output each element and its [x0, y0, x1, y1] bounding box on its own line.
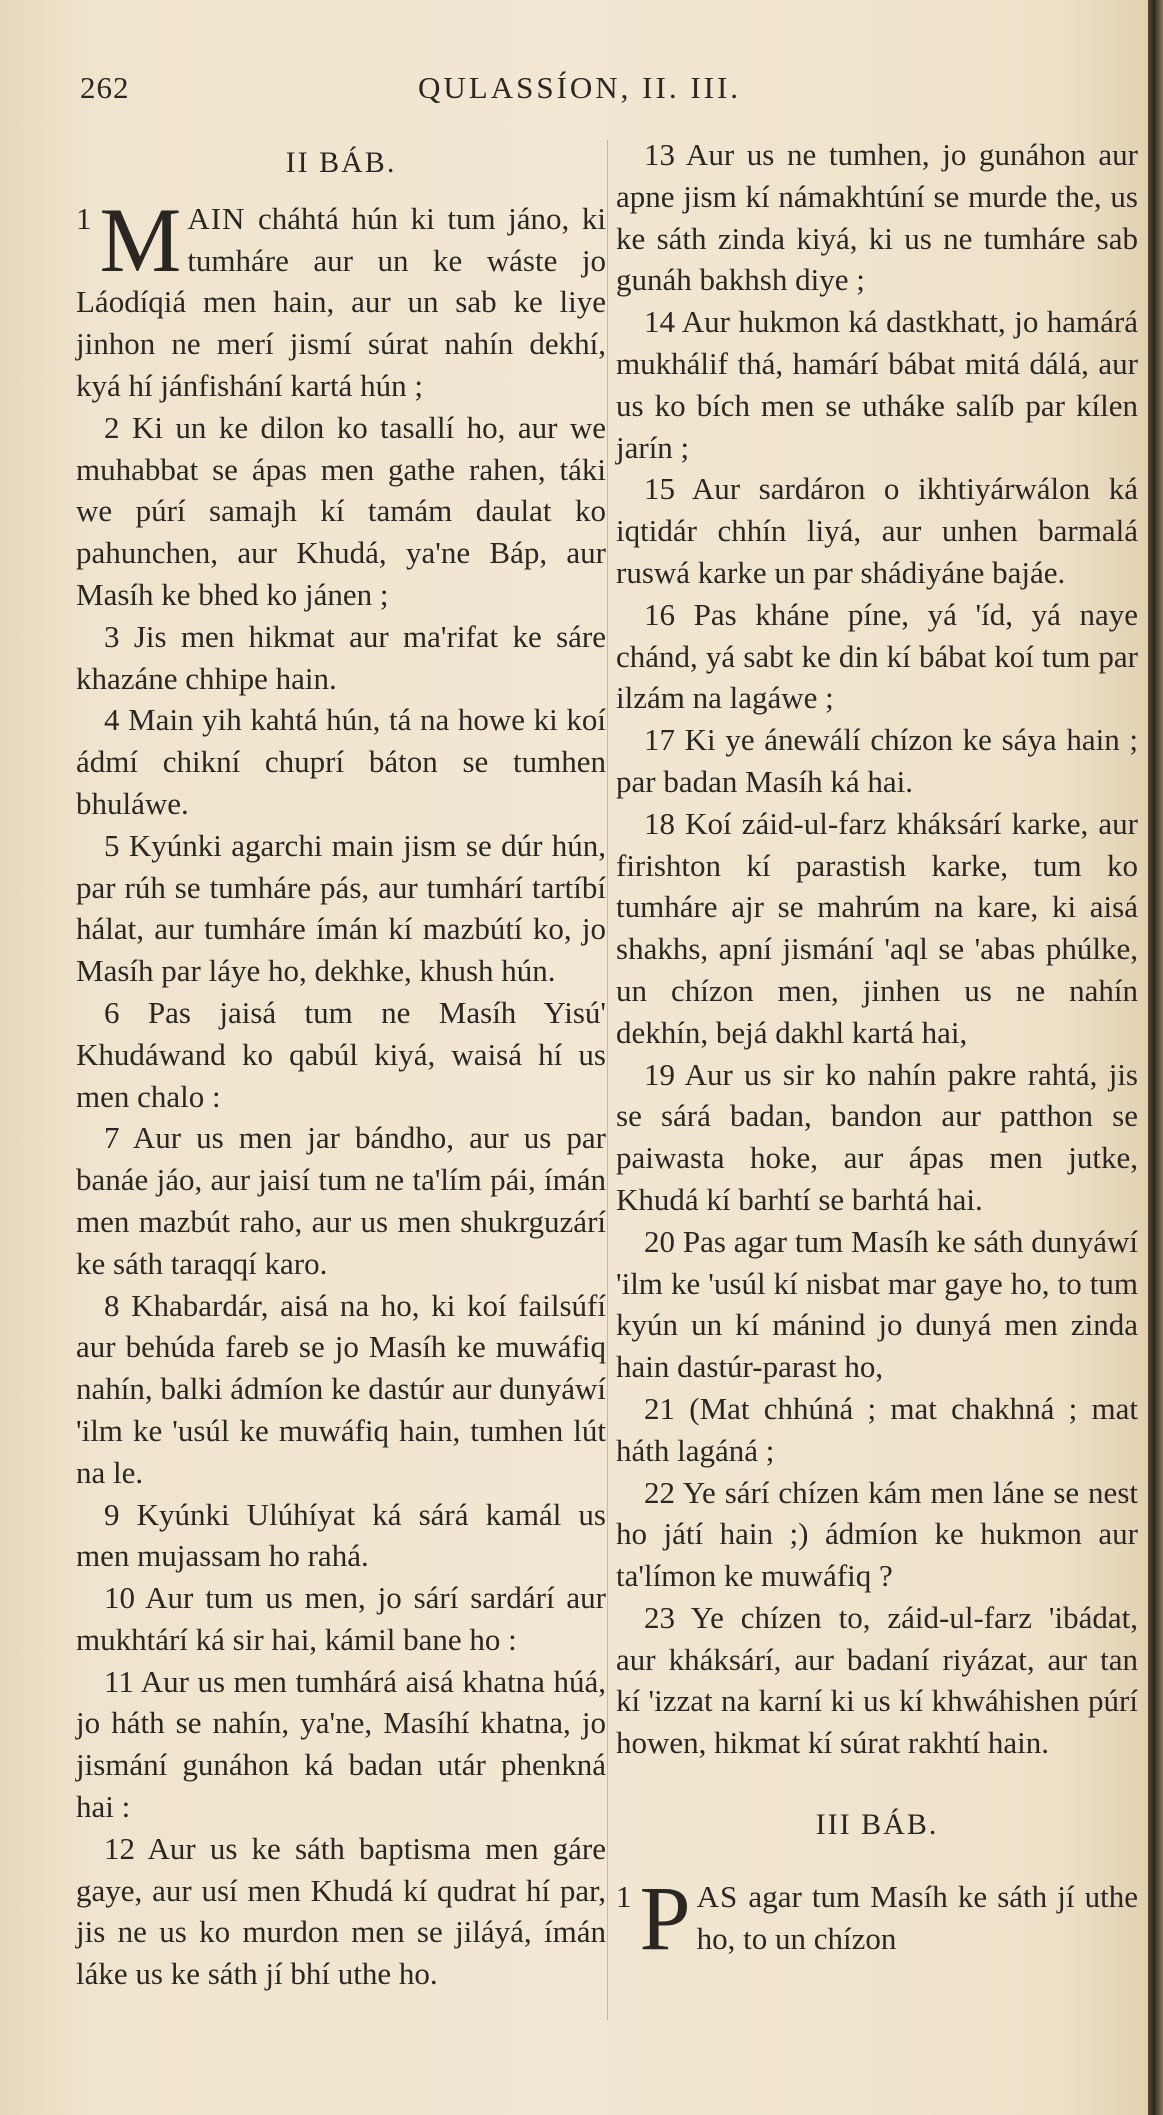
verse-number: 11 — [104, 1663, 134, 1699]
verse-number: 16 — [644, 596, 675, 632]
verse-text: Aur us ke sáth baptisma men gáre gaye, aur usí men Khudá kí qudrat hí par, jis ne us ko murdon men se jiláyá, ímán láke us ke sáth jí bhí uthe ho. — [76, 1830, 606, 1992]
verse-text: cháhtá hún ki tum jáno, ki tumháre aur un ke wáste jo Láodíqiá men hain, aur un sab ke liye jinhon ne merí jismí súrat nahín dekhí, kyá hí jánfishání kartá hún ; — [76, 200, 606, 403]
verse-text: Aur us men tumhárá aisá khatna húá, jo háth se nahín, ya'ne, Masíhí khatna, jo jismání gunáhon ká badan utár phenkná hai : — [76, 1663, 606, 1825]
verse-number: 3 — [104, 618, 120, 654]
verse-opening-caps: AS — [696, 1878, 739, 1914]
verse-number: 19 — [644, 1056, 675, 1092]
verse-21 — [616, 1388, 1138, 1472]
page-edge — [1148, 0, 1163, 2115]
verse-text: Aur us sir ko nahín pakre rahtá, jis se sárá badan, bandon aur patthon se paiwasta hoke, aur ápas men jutke, Khudá kí barhtí se barhtá hai. — [616, 1056, 1138, 1217]
verse-1-chapter-iii — [616, 1866, 1138, 1969]
verse-15 — [616, 468, 1138, 593]
verse-text: Kyúnki Ulúhíyat ká sárá kamál us men mujassam ho rahá. — [76, 1496, 606, 1574]
verse-number: 7 — [104, 1120, 120, 1156]
chapter-heading-ii: II BÁB. — [285, 146, 397, 179]
verse-23 — [616, 1597, 1138, 1764]
verse-number: 15 — [644, 471, 675, 507]
verse-number: 9 — [104, 1496, 120, 1532]
verse-number: 13 — [644, 137, 675, 172]
verse-11 — [76, 1661, 606, 1828]
verse-text: Aur hukmon ká dastkhatt, jo hamárá mukhálif thá, hamárí bábat mitá dálá, aur us ko bích men se utháke salíb par kílen jarín ; — [616, 304, 1138, 465]
verse-5 — [76, 825, 606, 992]
verse-18 — [616, 803, 1138, 1054]
column-divider — [607, 140, 608, 2020]
verse-text: Ye sárí chízen kám men láne se nest ho játí hain ;) ádmíon ke hukmon aur ta'límon ke muwáfiq ? — [616, 1474, 1138, 1594]
verse-number: 21 — [644, 1390, 675, 1426]
verse-text: Main yih kahtá hún, tá na howe ki koí ádmí chikní chuprí báton se tumhen bhuláwe. — [76, 702, 606, 821]
verse-16 — [616, 594, 1138, 719]
verse-text: Aur us ne tumhen, jo gunáhon aur apne jism kí námakhtúní se murde the, us ke sáth zinda kiyá, ki us ne tumháre sab gunáh bakhsh diye ; — [616, 137, 1138, 298]
verse-6 — [76, 992, 606, 1117]
verse-text: Aur tum us men, jo sárí sardárí aur mukhtárí ká sir hai, kámil bane ho : — [76, 1580, 606, 1657]
verse-text: Aur sardáron o ikhtiyárwálon ká iqtidár chhín liyá, aur unhen barmalá ruswá karke un par shádiyáne bajáe. — [616, 471, 1138, 590]
verse-10 — [76, 1577, 606, 1661]
verse-13 — [616, 134, 1138, 301]
verse-14 — [616, 301, 1138, 468]
right-column — [616, 134, 1138, 1969]
verse-text: Pas jaisá tum ne Masíh Yisú' Khudáwand ko qabúl kiyá, waisá hí us men chalo : — [76, 994, 606, 1114]
verse-number: 12 — [104, 1830, 135, 1866]
verse-number: 2 — [104, 409, 120, 445]
verse-number: 23 — [644, 1599, 675, 1635]
verse-2 — [76, 407, 606, 616]
verse-12 — [76, 1828, 606, 1995]
verse-text: Ki un ke dilon ko tasallí ho, aur we muhabbat se ápas men gathe rahen, táki we púrí samajh kí tamám daulat ko pahunchen, aur Khudá, ya'ne Báp, aur Masíh ke bhed ko jánen ; — [76, 409, 606, 612]
right-verse-list — [616, 134, 1138, 1764]
verse-number: 6 — [104, 994, 120, 1030]
verse-number: 1 — [76, 200, 92, 236]
page-number: 262 — [80, 70, 130, 105]
verse-number: 18 — [644, 805, 675, 841]
dropcap-letter: P — [639, 1866, 691, 1969]
verse-text: Jis men hikmat aur ma'rifat ke sáre khazáne chhipe hain. — [76, 618, 606, 696]
verse-number: 17 — [644, 722, 675, 758]
verse-text: agar tum Masíh ke sáth jí uthe ho, to un chízon — [696, 1878, 1138, 1956]
verse-text: (Mat chhúná ; mat chakhná ; mat háth lagáná ; — [616, 1390, 1138, 1468]
verse-text: Pas kháne píne, yá 'íd, yá naye chánd, yá sabt ke din kí bábat koí tum par ilzám na lagáwe ; — [616, 596, 1138, 716]
verse-text: Kyúnki agarchi main jism se dúr hún, par rúh se tumháre pás, aur tumhárí tartíbí hálat, aur tumháre ímán kí mazbútí ko, jo Masíh par láye ho, dekhke, khush hún. — [76, 827, 606, 989]
verse-text: Ye chízen to, záid-ul-farz 'ibádat, aur kháksárí, aur badaní riyázat, aur tan kí 'izzat na karní ki us kí khwáhishen púrí howen, hikmat kí súrat rakhtí hain. — [616, 1599, 1138, 1761]
dropcap-letter: M — [99, 188, 182, 291]
verse-text: Khabardár, aisá na ho, ki koí failsúfí aur behúda fareb se jo Masíh ke muwáfiq nahín, balki ádmíon ke dastúr aur dunyáwí 'ilm ke 'usúl ke muwáfiq hain, tumhen lút na le. — [76, 1287, 606, 1490]
verse-number: 10 — [104, 1580, 135, 1616]
verse-7 — [76, 1117, 606, 1284]
left-column — [76, 134, 606, 1995]
page-header — [0, 70, 1148, 120]
verse-8 — [76, 1285, 606, 1494]
verse-text: Pas agar tum Masíh ke sáth dunyáwí 'ilm ke 'usúl kí nisbat mar gaye ho, to tum kyún un kí mánind jo dunyá men zinda hain dastúr-parast ho, — [616, 1223, 1138, 1385]
verse-number: 22 — [644, 1474, 675, 1510]
verse-number: 8 — [104, 1287, 120, 1323]
left-verse-list — [76, 407, 606, 1995]
verse-4 — [76, 699, 606, 824]
verse-3 — [76, 616, 606, 700]
verse-1-chapter-ii — [76, 188, 606, 407]
verse-number: 5 — [104, 827, 120, 863]
verse-17 — [616, 719, 1138, 803]
verse-text: Koí záid-ul-farz kháksárí karke, aur firishton kí parastish karke, tum ko tumháre ajr se mahrúm na kare, ki aisá shakhs, apní jismání 'aql se 'abas phúlke, un chízon men, jinhen us ne nahín dekhín, bejá dakhl kartá hai, — [616, 805, 1138, 1050]
verse-22 — [616, 1472, 1138, 1597]
chapter-heading-iii: III BÁB. — [815, 1808, 939, 1842]
verse-text: Ki ye ánewálí chízon ke sáya hain ; par badan Masíh ká hai. — [616, 722, 1138, 799]
verse-number: 1 — [616, 1878, 632, 1914]
verse-number: 4 — [104, 702, 120, 738]
verse-text: Aur us men jar bándho, aur us par banáe jáo, aur jaisí tum ne ta'lím pái, ímán men mazbút raho, aur us men shukrguzárí ke sáth taraqqí karo. — [76, 1120, 606, 1281]
verse-number: 20 — [644, 1223, 675, 1259]
verse-number: 14 — [644, 304, 675, 340]
running-head: QULASSÍON, II. III. — [418, 70, 742, 105]
verse-opening-caps: AIN — [187, 200, 246, 236]
verse-9 — [76, 1494, 606, 1578]
verse-20 — [616, 1221, 1138, 1388]
verse-19 — [616, 1054, 1138, 1221]
